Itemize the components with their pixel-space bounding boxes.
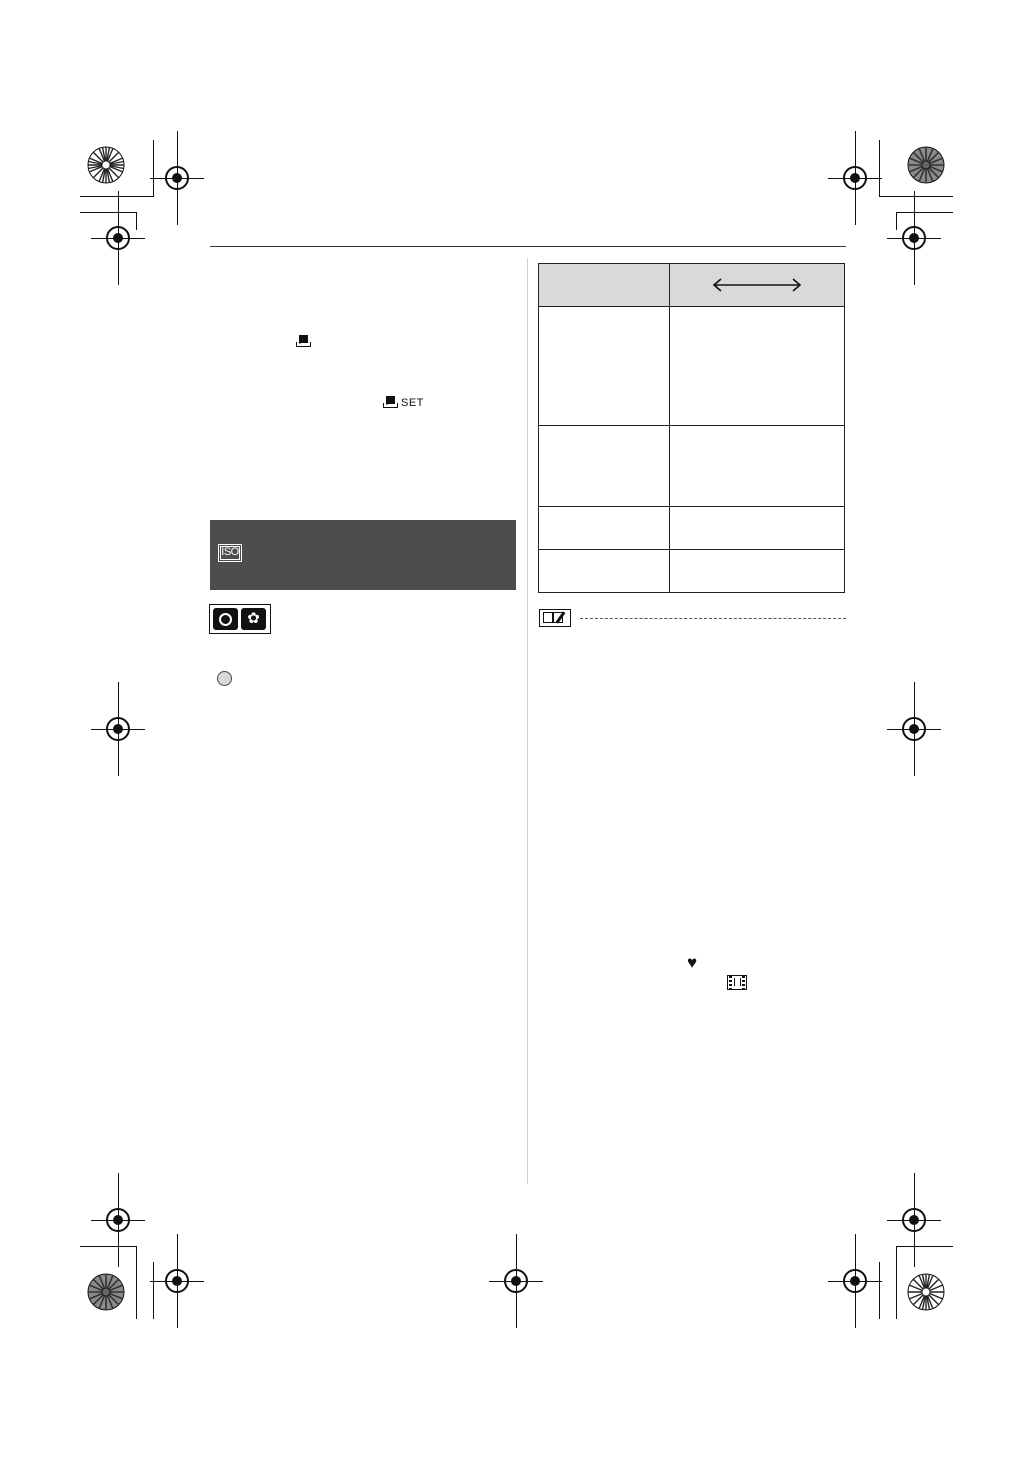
spec-table bbox=[538, 263, 845, 593]
movie-film-icon bbox=[727, 975, 747, 990]
crop-line bbox=[80, 212, 137, 213]
crop-line bbox=[896, 1246, 953, 1247]
table-cell bbox=[670, 550, 845, 593]
table-cell bbox=[539, 426, 670, 507]
table-cell bbox=[670, 507, 845, 550]
table-row bbox=[539, 307, 845, 426]
table-cell bbox=[670, 307, 845, 426]
crop-line bbox=[879, 196, 953, 197]
table-cell bbox=[539, 307, 670, 426]
iso-section-panel bbox=[210, 520, 516, 590]
table-header-cell bbox=[670, 264, 845, 307]
crop-line bbox=[879, 1262, 880, 1319]
header-rule bbox=[210, 246, 846, 247]
crop-line bbox=[896, 212, 897, 230]
crop-line bbox=[896, 1246, 897, 1319]
double-headed-arrow-icon bbox=[711, 278, 803, 292]
calibration-wheel-top-left bbox=[87, 146, 125, 184]
table-header-row bbox=[539, 264, 845, 307]
crop-line bbox=[80, 1246, 137, 1247]
notes-dashed-divider bbox=[580, 618, 846, 619]
calibration-wheel-bottom-left bbox=[87, 1273, 125, 1311]
crop-line bbox=[896, 212, 953, 213]
heart-icon: ♥ bbox=[687, 953, 698, 972]
crop-line bbox=[153, 1262, 154, 1319]
crop-line bbox=[153, 140, 154, 197]
mode-icon-strip bbox=[209, 604, 271, 634]
calibration-wheel-top-right bbox=[907, 146, 945, 184]
crop-line bbox=[879, 140, 880, 197]
camera-mode-icon bbox=[213, 608, 238, 630]
crop-line bbox=[80, 196, 154, 197]
table-cell bbox=[539, 507, 670, 550]
table-row bbox=[539, 507, 845, 550]
macro-mode-icon: ✿ bbox=[241, 608, 266, 630]
set-label: SET bbox=[401, 397, 424, 409]
table-header-cell bbox=[539, 264, 670, 307]
crop-line bbox=[136, 1246, 137, 1319]
print-set-icon bbox=[383, 396, 398, 408]
circle-button-icon bbox=[217, 671, 232, 686]
table-row bbox=[539, 550, 845, 593]
iso-icon: ISO bbox=[218, 544, 242, 562]
crop-line bbox=[136, 212, 137, 230]
calibration-wheel-bottom-right bbox=[907, 1273, 945, 1311]
table-cell bbox=[670, 426, 845, 507]
memo-note-icon bbox=[539, 609, 571, 627]
table-cell bbox=[539, 550, 670, 593]
column-separator bbox=[527, 258, 528, 1184]
print-icon bbox=[296, 335, 311, 347]
table-row bbox=[539, 426, 845, 507]
